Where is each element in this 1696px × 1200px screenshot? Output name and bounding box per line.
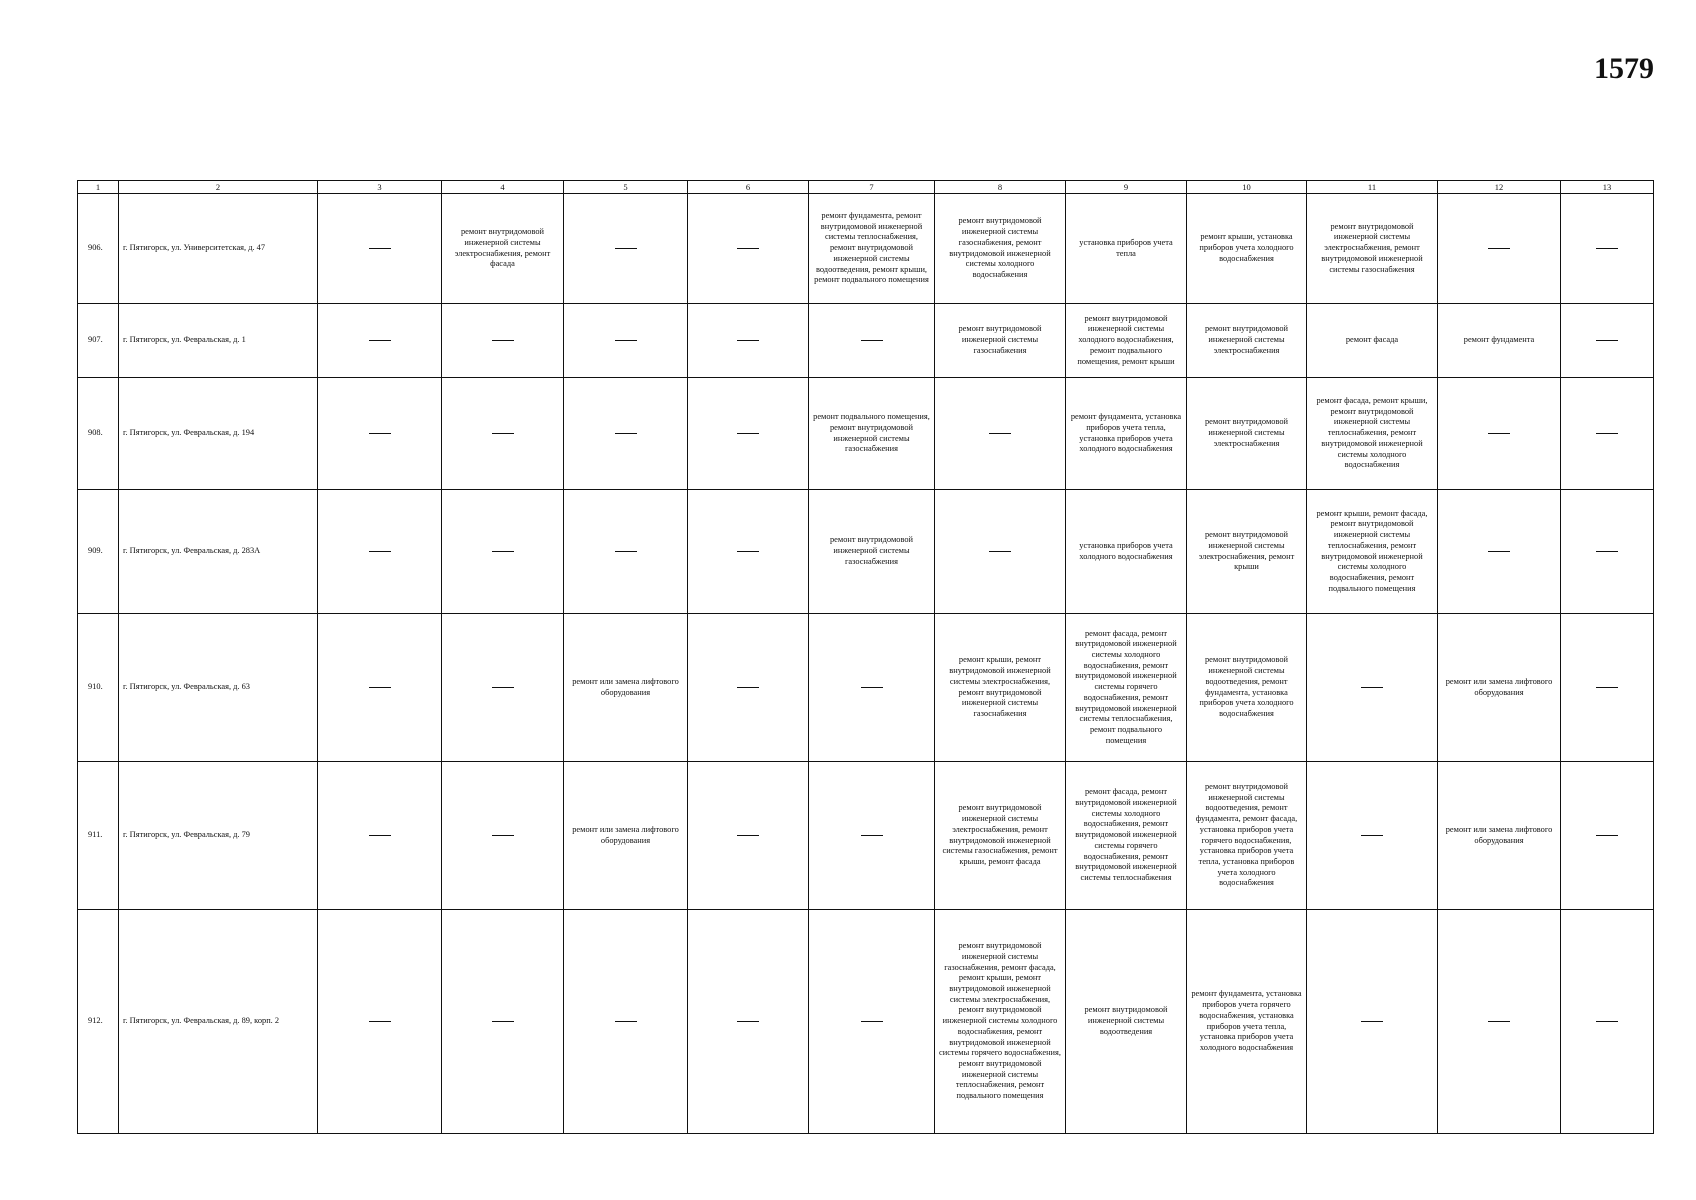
dash-mark: [861, 340, 883, 341]
work-description-cell: ремонт внутридомовой инженерной системы электроснабжения, ремонт крыши: [1187, 490, 1307, 614]
work-description-cell: ремонт фасада, ремонт крыши, ремонт внутридомовой инженерной системы теплоснабжения, ремонт внутридомовой инженерной системы холодного водоснабжения: [1307, 378, 1438, 490]
empty-dash-cell: [688, 378, 809, 490]
empty-dash-cell: [1438, 910, 1561, 1134]
work-description-cell: ремонт крыши, установка приборов учета холодного водоснабжения: [1187, 194, 1307, 304]
empty-dash-cell: [564, 910, 688, 1134]
dash-mark: [861, 687, 883, 688]
dash-mark: [369, 433, 391, 434]
work-description-cell: ремонт фундамента, установка приборов учета горячего водоснабжения, установка приборов учета тепла, установка приборов учета холодного водоснабжения: [1187, 910, 1307, 1134]
empty-dash-cell: [442, 762, 564, 910]
dash-mark: [369, 340, 391, 341]
work-description-cell: ремонт фасада: [1307, 304, 1438, 378]
dash-mark: [1361, 1021, 1383, 1022]
table-row: [78, 762, 1654, 910]
work-description-cell: ремонт или замена лифтового оборудования: [1438, 762, 1561, 910]
dash-mark: [1361, 687, 1383, 688]
work-description-cell: ремонт подвального помещения, ремонт внутридомовой инженерной системы газоснабжения: [809, 378, 935, 490]
empty-dash-cell: [1561, 490, 1654, 614]
empty-dash-cell: [1307, 910, 1438, 1134]
address-cell: г. Пятигорск, ул. Февральская, д. 1: [119, 304, 318, 378]
empty-dash-cell: [1561, 762, 1654, 910]
empty-dash-cell: [1561, 378, 1654, 490]
column-number-header: 5: [564, 181, 688, 194]
empty-dash-cell: [442, 378, 564, 490]
dash-mark: [861, 835, 883, 836]
dash-mark: [615, 248, 637, 249]
address-cell: г. Пятигорск, ул. Февральская, д. 89, корп. 2: [119, 910, 318, 1134]
work-description-cell: ремонт внутридомовой инженерной системы электроснабжения, ремонт внутридомовой инженерной системы газоснабжения, ремонт крыши, ремонт фасада: [935, 762, 1066, 910]
dash-mark: [1596, 340, 1618, 341]
dash-mark: [1596, 551, 1618, 552]
row-number: 909.: [78, 490, 119, 614]
dash-mark: [615, 1021, 637, 1022]
empty-dash-cell: [935, 378, 1066, 490]
table-row: [78, 614, 1654, 762]
empty-dash-cell: [1561, 194, 1654, 304]
empty-dash-cell: [688, 304, 809, 378]
dash-mark: [615, 433, 637, 434]
column-number-header: 8: [935, 181, 1066, 194]
empty-dash-cell: [1438, 490, 1561, 614]
column-number-header: 3: [318, 181, 442, 194]
work-description-cell: ремонт фасада, ремонт внутридомовой инженерной системы холодного водоснабжения, ремонт внутридомовой инженерной системы горячего водоснабжения, ремонт внутридомовой инженерной системы теплоснабжения, ремонт подвального помещения: [1066, 614, 1187, 762]
dash-mark: [369, 248, 391, 249]
empty-dash-cell: [688, 910, 809, 1134]
dash-mark: [861, 1021, 883, 1022]
dash-mark: [492, 433, 514, 434]
row-number: 907.: [78, 304, 119, 378]
dash-mark: [1488, 248, 1510, 249]
dash-mark: [1596, 835, 1618, 836]
dash-mark: [615, 340, 637, 341]
dash-mark: [1361, 835, 1383, 836]
dash-mark: [615, 551, 637, 552]
empty-dash-cell: [318, 614, 442, 762]
row-number: 911.: [78, 762, 119, 910]
column-number-header: 1: [78, 181, 119, 194]
empty-dash-cell: [1561, 910, 1654, 1134]
work-description-cell: ремонт внутридомовой инженерной системы холодного водоснабжения, ремонт подвального помещения, ремонт крыши: [1066, 304, 1187, 378]
dash-mark: [492, 1021, 514, 1022]
empty-dash-cell: [809, 762, 935, 910]
column-number-header: 9: [1066, 181, 1187, 194]
dash-mark: [369, 835, 391, 836]
empty-dash-cell: [564, 304, 688, 378]
column-number-header: 6: [688, 181, 809, 194]
empty-dash-cell: [442, 490, 564, 614]
table-row: [78, 490, 1654, 614]
empty-dash-cell: [318, 910, 442, 1134]
dash-mark: [492, 551, 514, 552]
row-number: 910.: [78, 614, 119, 762]
work-description-cell: ремонт внутридомовой инженерной системы электроснабжения, ремонт внутридомовой инженерной системы газоснабжения: [1307, 194, 1438, 304]
address-cell: г. Пятигорск, ул. Университетская, д. 47: [119, 194, 318, 304]
empty-dash-cell: [809, 614, 935, 762]
work-description-cell: ремонт крыши, ремонт фасада, ремонт внутридомовой инженерной системы теплоснабжения, ремонт внутридомовой инженерной системы холодного водоснабжения, ремонт подвального помещения: [1307, 490, 1438, 614]
empty-dash-cell: [318, 490, 442, 614]
empty-dash-cell: [442, 304, 564, 378]
repair-schedule-table: [77, 180, 1654, 1134]
work-description-cell: ремонт внутридомовой инженерной системы газоснабжения: [935, 304, 1066, 378]
work-description-cell: ремонт фундамента, ремонт внутридомовой инженерной системы теплоснабжения, ремонт внутридомовой инженерной системы водоотведения, ремонт крыши, ремонт подвального помещения: [809, 194, 935, 304]
empty-dash-cell: [564, 490, 688, 614]
dash-mark: [369, 1021, 391, 1022]
empty-dash-cell: [1307, 614, 1438, 762]
work-description-cell: установка приборов учета тепла: [1066, 194, 1187, 304]
work-description-cell: ремонт фасада, ремонт внутридомовой инженерной системы холодного водоснабжения, ремонт внутридомовой инженерной системы горячего водоснабжения, ремонт внутридомовой инженерной системы теплоснабжения: [1066, 762, 1187, 910]
row-number: 906.: [78, 194, 119, 304]
dash-mark: [369, 551, 391, 552]
empty-dash-cell: [1307, 762, 1438, 910]
column-number-header: 7: [809, 181, 935, 194]
empty-dash-cell: [318, 762, 442, 910]
dash-mark: [492, 340, 514, 341]
dash-mark: [1488, 433, 1510, 434]
empty-dash-cell: [318, 378, 442, 490]
work-description-cell: ремонт или замена лифтового оборудования: [564, 762, 688, 910]
empty-dash-cell: [688, 614, 809, 762]
table-row: [78, 304, 1654, 378]
work-description-cell: ремонт внутридомовой инженерной системы электроснабжения, ремонт фасада: [442, 194, 564, 304]
empty-dash-cell: [1561, 304, 1654, 378]
dash-mark: [1596, 1021, 1618, 1022]
address-cell: г. Пятигорск, ул. Февральская, д. 79: [119, 762, 318, 910]
work-description-cell: ремонт внутридомовой инженерной системы водоотведения, ремонт фундамента, ремонт фасада, установка приборов учета горячего водоснабжения, установка приборов учета тепла, установка приборов учета холодного водоснабжения: [1187, 762, 1307, 910]
dash-mark: [737, 1021, 759, 1022]
column-number-header: 11: [1307, 181, 1438, 194]
empty-dash-cell: [935, 490, 1066, 614]
work-description-cell: ремонт фундамента: [1438, 304, 1561, 378]
work-description-cell: ремонт внутридомовой инженерной системы электроснабжения: [1187, 304, 1307, 378]
work-description-cell: ремонт внутридомовой инженерной системы электроснабжения: [1187, 378, 1307, 490]
page-number: 1579: [1594, 52, 1654, 85]
column-number-header-row: [78, 181, 1654, 194]
column-number-header: 2: [119, 181, 318, 194]
work-description-cell: ремонт внутридомовой инженерной системы водоотведения, ремонт фундамента, установка приборов учета холодного водоснабжения: [1187, 614, 1307, 762]
dash-mark: [1596, 248, 1618, 249]
work-description-cell: ремонт или замена лифтового оборудования: [564, 614, 688, 762]
empty-dash-cell: [688, 762, 809, 910]
column-number-header: 10: [1187, 181, 1307, 194]
work-description-cell: ремонт или замена лифтового оборудования: [1438, 614, 1561, 762]
empty-dash-cell: [318, 304, 442, 378]
work-description-cell: ремонт внутридомовой инженерной системы газоснабжения, ремонт внутридомовой инженерной системы холодного водоснабжения: [935, 194, 1066, 304]
dash-mark: [737, 433, 759, 434]
empty-dash-cell: [1438, 378, 1561, 490]
address-cell: г. Пятигорск, ул. Февральская, д. 283А: [119, 490, 318, 614]
column-number-header: 12: [1438, 181, 1561, 194]
dash-mark: [737, 835, 759, 836]
work-description-cell: ремонт внутридомовой инженерной системы газоснабжения: [809, 490, 935, 614]
dash-mark: [737, 551, 759, 552]
dash-mark: [737, 687, 759, 688]
dash-mark: [989, 433, 1011, 434]
empty-dash-cell: [688, 490, 809, 614]
work-description-cell: ремонт внутридомовой инженерной системы водоотведения: [1066, 910, 1187, 1134]
empty-dash-cell: [564, 194, 688, 304]
table-row: [78, 910, 1654, 1134]
empty-dash-cell: [442, 614, 564, 762]
empty-dash-cell: [809, 910, 935, 1134]
work-description-cell: ремонт фундамента, установка приборов учета тепла, установка приборов учета холодного водоснабжения: [1066, 378, 1187, 490]
work-description-cell: ремонт крыши, ремонт внутридомовой инженерной системы электроснабжения, ремонт внутридомовой инженерной системы газоснабжения: [935, 614, 1066, 762]
address-cell: г. Пятигорск, ул. Февральская, д. 194: [119, 378, 318, 490]
empty-dash-cell: [564, 378, 688, 490]
dash-mark: [737, 248, 759, 249]
dash-mark: [1488, 551, 1510, 552]
dash-mark: [1596, 687, 1618, 688]
empty-dash-cell: [688, 194, 809, 304]
empty-dash-cell: [1561, 614, 1654, 762]
empty-dash-cell: [318, 194, 442, 304]
dash-mark: [1488, 1021, 1510, 1022]
dash-mark: [369, 687, 391, 688]
address-cell: г. Пятигорск, ул. Февральская, д. 63: [119, 614, 318, 762]
dash-mark: [737, 340, 759, 341]
table-row: [78, 194, 1654, 304]
dash-mark: [1596, 433, 1618, 434]
column-number-header: 4: [442, 181, 564, 194]
table-row: [78, 378, 1654, 490]
row-number: 912.: [78, 910, 119, 1134]
empty-dash-cell: [1438, 194, 1561, 304]
dash-mark: [492, 687, 514, 688]
empty-dash-cell: [809, 304, 935, 378]
dash-mark: [989, 551, 1011, 552]
work-description-cell: установка приборов учета холодного водоснабжения: [1066, 490, 1187, 614]
column-number-header: 13: [1561, 181, 1654, 194]
work-description-cell: ремонт внутридомовой инженерной системы газоснабжения, ремонт фасада, ремонт крыши, ремонт внутридомовой инженерной системы электроснабжения, ремонт внутридомовой инженерной системы холодного водоснабжения, ремонт внутридомовой инженерной системы горячего водоснабжения, ремонт внутридомовой инженерной системы теплоснабжения, ремонт подвального помещения: [935, 910, 1066, 1134]
dash-mark: [492, 835, 514, 836]
row-number: 908.: [78, 378, 119, 490]
empty-dash-cell: [442, 910, 564, 1134]
